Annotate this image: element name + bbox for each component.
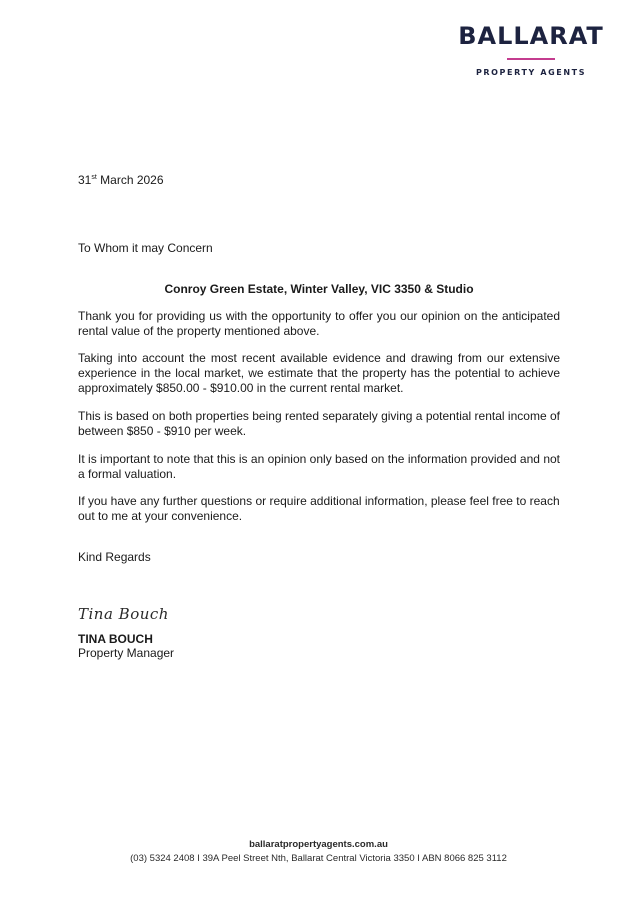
logo-accent-line	[507, 58, 555, 60]
closing: Kind Regards	[78, 550, 151, 564]
logo-wordmark: BALLARAT	[458, 22, 604, 50]
signer-title: Property Manager	[78, 646, 175, 660]
paragraph-opening: Thank you for providing us with the opportunity to offer you our opinion on the anticipated rental value of the property mentioned above.	[78, 309, 560, 338]
footer-contact-details: (03) 5324 2408 I 39A Peel Street Nth, Ballarat Central Victoria 3350 I ABN 8066 825 3112	[130, 853, 507, 864]
letter-subject: Conroy Green Estate, Winter Valley, VIC 3350 & Studio	[164, 282, 474, 296]
logo-subtitle: PROPERTY AGENTS	[475, 68, 587, 77]
handwritten-signature: Tina Bouch	[78, 605, 169, 623]
date-suffix: st	[91, 174, 97, 181]
paragraph-rental-basis: This is based on both properties being rented separately giving a potential rental income of between $850 - $910 per week.	[78, 409, 560, 438]
date-day: 31	[78, 173, 92, 187]
footer-website: ballaratpropertyagents.com.au	[249, 839, 388, 850]
letter-date	[78, 173, 560, 188]
company-logo	[451, 22, 611, 77]
paragraph-estimate: Taking into account the most recent available evidence and drawing from our extensive experience in the local market, we estimate that the property has the potential to achieve approximately $850.00 - $910.00 in the current rental market.	[78, 351, 560, 395]
paragraph-disclaimer: It is important to note that this is an opinion only based on the information provided and not a formal valuation.	[78, 452, 560, 481]
signer-name: TINA BOUCH	[78, 632, 153, 646]
paragraph-further-questions: If you have any further questions or require additional information, please feel free to reach out to me at your convenience.	[78, 494, 560, 523]
salutation: To Whom it may Concern	[78, 241, 213, 255]
date-month-year: March 2026	[96, 173, 164, 187]
